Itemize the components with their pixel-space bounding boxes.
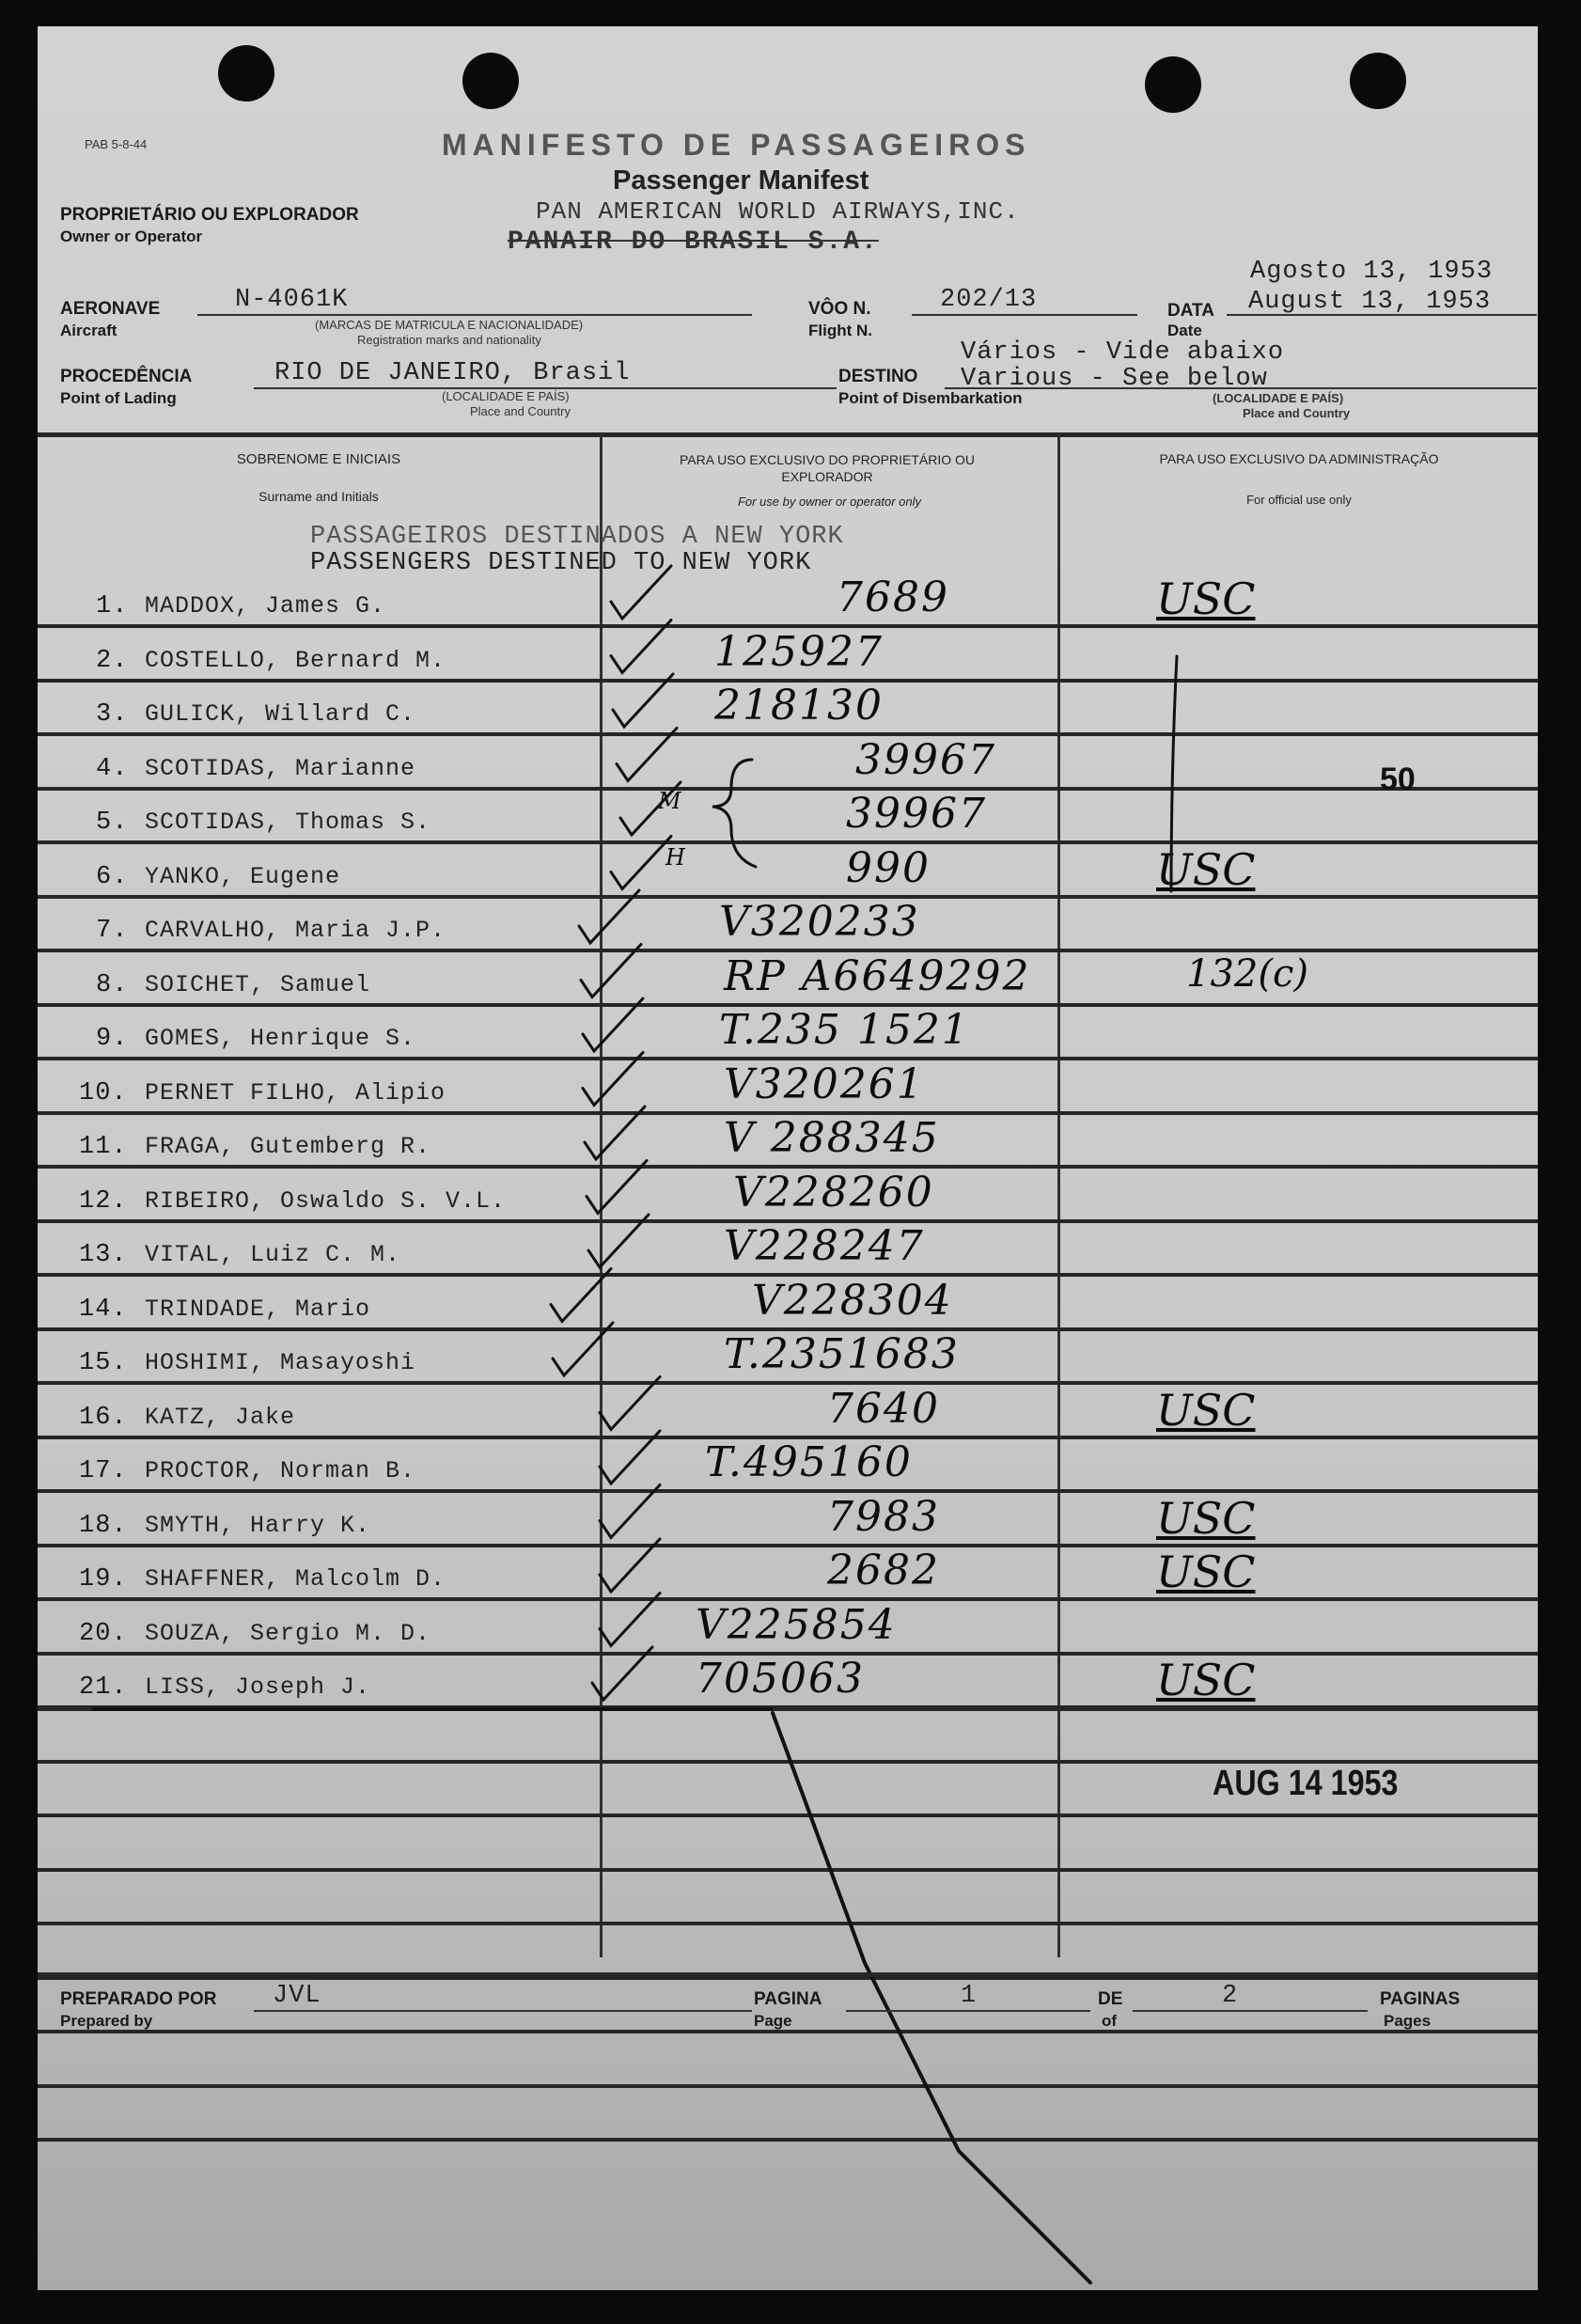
manifest-sheet: [38, 26, 1538, 2290]
check-mark: [600, 1431, 660, 1484]
operator-struck: PANAIR DO BRASIL S.A.: [508, 228, 879, 257]
passenger-name: HOSHIMI, Masayoshi: [145, 1349, 416, 1376]
operator-value: PAN AMERICAN WORLD AIRWAYS,INC.: [536, 197, 1020, 226]
official-mark: 132(c): [1186, 952, 1308, 996]
ticket-number: V228247: [724, 1222, 925, 1270]
passenger-number: 2.: [96, 647, 129, 675]
check-mark: [613, 674, 673, 727]
origin-label-en: Point of Lading: [60, 389, 177, 407]
check-mark: [611, 620, 671, 673]
check-mark: [587, 1161, 647, 1214]
page-underline: [846, 2010, 1090, 2012]
prepared-label-en: Prepared by: [60, 2012, 153, 2030]
of-label-en: of: [1102, 2012, 1118, 2030]
ticket-number: V228304: [752, 1277, 953, 1325]
aircraft-note-en: Registration marks and nationality: [357, 333, 541, 347]
check-mark: [585, 1107, 645, 1159]
ticket-number: 39967: [846, 790, 987, 838]
check-mark: [583, 1053, 643, 1106]
check-mark: [600, 1485, 660, 1538]
destination-line-en: PASSENGERS DESTINED TO NEW YORK: [310, 549, 812, 577]
ticket-number: V228260: [733, 1169, 934, 1217]
footer-top-rule: [38, 1972, 1538, 1977]
date-value-en: August 13, 1953: [1248, 288, 1492, 316]
date-label-en: Date: [1167, 322, 1202, 339]
dest-value-pt: Vários - Vide abaixo: [961, 338, 1285, 367]
origin-note-pt: (LOCALIDADE E PAÍS): [442, 389, 570, 403]
passenger-name: LISS, Joseph J.: [145, 1673, 371, 1701]
passenger-number: 14.: [79, 1295, 128, 1324]
passenger-name: YANKO, Eugene: [145, 863, 341, 890]
passenger-name: GOMES, Henrique S.: [145, 1025, 416, 1052]
passenger-name: SMYTH, Harry K.: [145, 1512, 371, 1539]
check-mark: [588, 1215, 649, 1267]
origin-label-pt: PROCEDÊNCIA: [60, 367, 193, 386]
ticket-number: 7640: [827, 1385, 940, 1433]
col3-header-pt: PARA USO EXCLUSIVO DA ADMINISTRAÇÃO: [1159, 451, 1439, 466]
ticket-number: 7689: [837, 573, 949, 621]
passenger-number: 3.: [96, 700, 129, 729]
prepared-label-pt: PREPARADO POR: [60, 1989, 217, 2009]
ticket-number: V225854: [696, 1601, 897, 1649]
flight-label-pt: VÔO N.: [808, 299, 871, 319]
dest-value-en: Various - See below: [961, 365, 1268, 393]
aircraft-label-pt: AERONAVE: [60, 299, 161, 319]
manifest-title-en: Passenger Manifest: [613, 165, 869, 196]
destination-line-pt: PASSAGEIROS DESTINADOS A NEW YORK: [310, 523, 844, 551]
passenger-number: 13.: [79, 1241, 128, 1269]
passenger-number: 16.: [79, 1404, 128, 1432]
ticket-number: 7983: [827, 1493, 940, 1541]
check-mark: [551, 1269, 611, 1322]
bracket-mark-m: M: [658, 788, 681, 814]
check-mark: [579, 890, 639, 943]
passenger-number: 5.: [96, 809, 129, 837]
passenger-name: SOICHET, Samuel: [145, 971, 371, 998]
check-mark: [611, 566, 671, 619]
passenger-number: 20.: [79, 1620, 128, 1648]
col2-header-en: For use by owner or operator only: [737, 495, 922, 509]
passenger-number: 12.: [79, 1187, 128, 1216]
check-mark: [600, 1377, 660, 1430]
ticket-number: 2682: [827, 1547, 940, 1594]
check-mark: [600, 1594, 660, 1646]
passenger-number: 4.: [96, 755, 129, 783]
count-value: 50: [1380, 762, 1416, 797]
of-label-pt: DE: [1098, 1989, 1123, 2009]
passenger-name: MADDOX, James G.: [145, 592, 386, 620]
bracket-mark-h: H: [665, 844, 685, 871]
passenger-number: 15.: [79, 1349, 128, 1377]
date-label-pt: DATA: [1167, 301, 1214, 321]
passenger-name: RIBEIRO, Oswaldo S. V.L.: [145, 1187, 507, 1215]
ticket-number: 990: [846, 844, 931, 892]
passenger-number: 21.: [79, 1673, 128, 1702]
page-label-en: Page: [754, 2012, 792, 2030]
passenger-name: TRINDADE, Mario: [145, 1295, 371, 1323]
official-mark: USC: [1156, 844, 1256, 895]
passenger-number: 19.: [79, 1565, 128, 1594]
ticket-number: T.2351683: [724, 1330, 960, 1378]
col3-header-en: For official use only: [1246, 493, 1352, 507]
passenger-name: FRAGA, Gutemberg R.: [145, 1133, 431, 1160]
official-mark: USC: [1156, 1655, 1256, 1705]
col1-header-en: Surname and Initials: [258, 489, 379, 504]
col2-header-pt: PARA USO EXCLUSIVO DO PROPRIETÁRIO OU EXPLORADOR: [679, 452, 976, 484]
passenger-number: 6.: [96, 863, 129, 891]
ticket-number: 39967: [855, 736, 996, 784]
handwritten-strokes: [38, 26, 1538, 2290]
prepared-value: JVL: [273, 1982, 321, 2010]
passenger-name: GULICK, Willard C.: [145, 700, 416, 728]
of-value: 2: [1222, 1982, 1239, 2010]
ticket-number: V320233: [719, 898, 920, 946]
date-value-pt: Agosto 13, 1953: [1250, 258, 1494, 286]
page-label-pt: PAGINA: [754, 1989, 822, 2009]
ticket-number: T.495160: [705, 1438, 913, 1486]
dest-note-pt: (LOCALIDADE E PAÍS): [1213, 391, 1344, 405]
aircraft-note-pt: (MARCAS DE MATRICULA E NACIONALIDADE): [315, 318, 584, 332]
official-mark: USC: [1156, 1385, 1256, 1436]
passenger-name: COSTELLO, Bernard M.: [145, 647, 446, 674]
ticket-number: 218130: [714, 682, 884, 730]
dest-label-en: Point of Disembarkation: [838, 389, 1023, 407]
passenger-name: PERNET FILHO, Alipio: [145, 1079, 446, 1107]
check-mark: [600, 1539, 660, 1592]
passenger-number: 18.: [79, 1512, 128, 1540]
flight-label-en: Flight N.: [808, 322, 872, 339]
ticket-number: V 288345: [724, 1114, 940, 1162]
passenger-name: SOUZA, Sergio M. D.: [145, 1620, 431, 1647]
passenger-name: KATZ, Jake: [145, 1404, 296, 1431]
prepared-underline: [254, 2010, 752, 2012]
received-stamp: AUG 14 1953: [1213, 1764, 1399, 1803]
official-mark: USC: [1156, 1493, 1256, 1544]
check-mark: [617, 729, 677, 781]
brace-mark: [712, 760, 756, 867]
passenger-number: 8.: [96, 971, 129, 999]
origin-value: RIO DE JANEIRO, Brasil: [274, 359, 631, 387]
pages-label-en: Pages: [1384, 2012, 1432, 2030]
bracket-line: [1171, 656, 1177, 891]
dest-label-pt: DESTINO: [838, 367, 918, 386]
check-mark: [592, 1647, 652, 1700]
origin-note-en: Place and Country: [470, 404, 571, 418]
passenger-number: 7.: [96, 917, 129, 945]
of-underline: [1133, 2010, 1368, 2012]
ticket-number: RP A6649292: [724, 952, 1031, 1000]
passenger-name: SCOTIDAS, Thomas S.: [145, 809, 431, 836]
passenger-name: CARVALHO, Maria J.P.: [145, 917, 446, 944]
passenger-name: SCOTIDAS, Marianne: [145, 755, 416, 782]
ticket-number: V320261: [724, 1060, 925, 1108]
page-value: 1: [961, 1982, 978, 2010]
operator-label-pt: PROPRIETÁRIO OU EXPLORADOR: [60, 205, 359, 225]
col1-header-pt: SOBRENOME E INICIAIS: [236, 451, 401, 467]
pages-label-pt: PAGINAS: [1380, 1989, 1461, 2009]
passenger-number: 10.: [79, 1079, 128, 1107]
passenger-number: 11.: [79, 1133, 128, 1161]
ticket-number: 705063: [696, 1655, 865, 1703]
passenger-number: 1.: [96, 592, 129, 620]
check-mark: [581, 945, 641, 997]
check-mark: [620, 782, 681, 835]
flight-value: 202/13: [940, 286, 1038, 314]
check-mark: [583, 998, 643, 1051]
passenger-name: SHAFFNER, Malcolm D.: [145, 1565, 446, 1593]
ticket-number: 125927: [714, 628, 884, 676]
official-mark: USC: [1156, 1547, 1256, 1597]
operator-label-en: Owner or Operator: [60, 228, 203, 245]
check-mark: [553, 1323, 613, 1375]
passenger-name: PROCTOR, Norman B.: [145, 1457, 416, 1484]
dest-note-en: Place and Country: [1243, 406, 1351, 420]
check-mark: [611, 837, 671, 889]
aircraft-value: N-4061K: [235, 286, 349, 314]
passenger-name: VITAL, Luiz C. M.: [145, 1241, 401, 1268]
aircraft-label-en: Aircraft: [60, 322, 117, 339]
manifest-title-pt: MANIFESTO DE PASSAGEIROS: [442, 128, 1031, 162]
passenger-number: 17.: [79, 1457, 128, 1485]
official-mark: USC: [1156, 573, 1256, 624]
passenger-number: 9.: [96, 1025, 129, 1053]
form-code: PAB 5-8-44: [85, 137, 148, 151]
ticket-number: T.235 1521: [719, 1006, 970, 1054]
